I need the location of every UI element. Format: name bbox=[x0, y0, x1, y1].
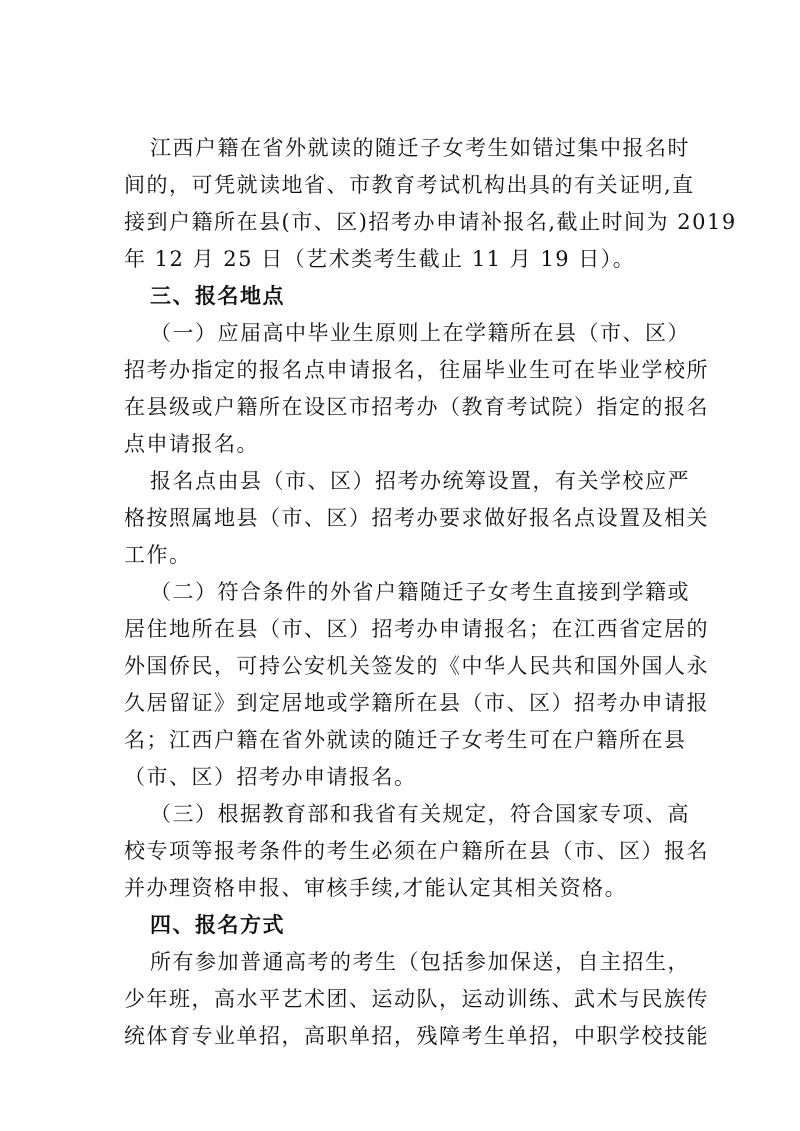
paragraph-line: 工作。 bbox=[124, 543, 192, 567]
paragraph-line: 接到户籍所在县(市、区)招考办申请补报名,截止时间为 2019 bbox=[124, 210, 737, 234]
paragraph-line: 校专项等报考条件的考生必须在户籍所在县（市、区）报名 bbox=[124, 839, 709, 863]
paragraph-line: 间的，可凭就读地省、市教育考试机构出具的有关证明,直 bbox=[124, 173, 695, 197]
section-heading: 三、报名地点 bbox=[150, 284, 285, 308]
paragraph-line: 格按照属地县（市、区）招考办要求做好报名点设置及相关 bbox=[124, 506, 709, 530]
paragraph-line: 久居留证》到定居地或学籍所在县（市、区）招考办申请报 bbox=[124, 691, 709, 715]
paragraph-line: 江西户籍在省外就读的随迁子女考生如错过集中报名时 bbox=[150, 136, 690, 160]
paragraph-line: （三）根据教育部和我省有关规定，符合国家专项、高 bbox=[150, 802, 690, 826]
paragraph-line: 在县级或户籍所在设区市招考办（教育考试院）指定的报名 bbox=[124, 395, 709, 419]
paragraph-line: 报名点由县（市、区）招考办统筹设置，有关学校应严 bbox=[150, 469, 690, 493]
section-heading: 四、报名方式 bbox=[150, 913, 285, 937]
paragraph-line: 居住地所在县（市、区）招考办申请报名；在江西省定居的 bbox=[124, 617, 709, 641]
paragraph-line: 招考办指定的报名点申请报名，往届毕业生可在毕业学校所 bbox=[124, 358, 709, 382]
paragraph-line: 少年班，高水平艺术团、运动队，运动训练、武术与民族传 bbox=[124, 987, 709, 1011]
paragraph-line: （二）符合条件的外省户籍随迁子女考生直接到学籍或 bbox=[150, 580, 690, 604]
paragraph-line: 并办理资格申报、审核手续,才能认定其相关资格。 bbox=[124, 876, 628, 900]
paragraph-line: 年 12 月 25 日（艺术类考生截止 11 月 19 日）。 bbox=[124, 247, 636, 271]
paragraph-line: 名；江西户籍在省外就读的随迁子女考生可在户籍所在县 bbox=[124, 728, 687, 752]
paragraph-line: 外国侨民，可持公安机关签发的《中华人民共和国外国人永 bbox=[124, 654, 709, 678]
paragraph-line: 点申请报名。 bbox=[124, 432, 259, 456]
paragraph-line: （一）应届高中毕业生原则上在学籍所在县（市、区） bbox=[150, 321, 690, 345]
paragraph-line: 统体育专业单招，高职单招，残障考生单招，中职学校技能 bbox=[124, 1024, 709, 1048]
paragraph-line: （市、区）招考办申请报名。 bbox=[124, 765, 417, 789]
paragraph-line: 所有参加普通高考的考生（包括参加保送，自主招生， bbox=[150, 950, 690, 974]
